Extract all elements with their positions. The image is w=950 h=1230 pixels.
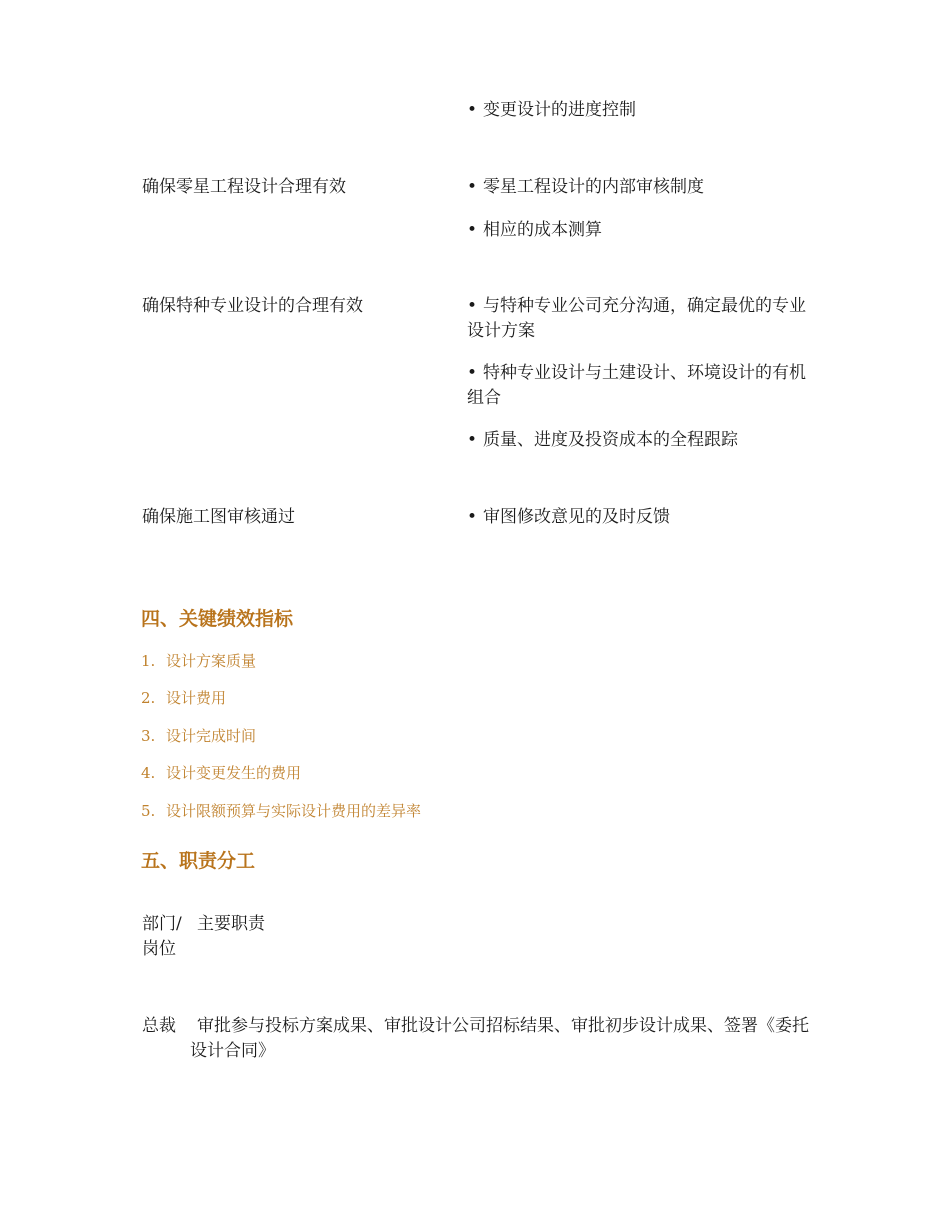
section-heading-kpi: 四、关键绩效指标: [141, 608, 294, 630]
bullet-icon: •: [467, 296, 478, 316]
table-cell-dept: 总裁: [142, 1016, 176, 1036]
measure-item: • 变更设计的进度控制: [467, 98, 812, 123]
bullet-icon: •: [467, 220, 478, 240]
section-heading-responsibilities: 五、职责分工: [141, 850, 256, 872]
measure-item: • 与特种专业公司充分沟通，确定最优的专业设计方案: [467, 296, 806, 341]
table-header-dept-line2: 岗位: [142, 939, 176, 959]
goal-label: 确保施工图审核通过: [142, 507, 295, 527]
table-cell-duty: 审批参与投标方案成果、审批设计公司招标结果、审批初步设计成果、签署《委托设计合同》: [190, 1016, 809, 1061]
kpi-item: 2. 设计费用: [141, 689, 227, 707]
goal-label: 确保零星工程设计合理有效: [142, 177, 346, 197]
goal-label: 确保特种专业设计的合理有效: [142, 296, 363, 316]
bullet-icon: •: [467, 177, 478, 197]
bullet-icon: •: [467, 430, 478, 450]
table-header-duty: 主要职责: [197, 914, 265, 934]
kpi-item: 3. 设计完成时间: [141, 727, 257, 745]
measure-item: • 特种专业设计与土建设计、环境设计的有机组合: [467, 363, 806, 408]
measure-item: • 质量、进度及投资成本的全程跟踪: [467, 428, 812, 453]
measure-item: • 零星工程设计的内部审核制度: [467, 175, 812, 200]
bullet-icon: •: [467, 363, 478, 383]
bullet-icon: •: [467, 507, 478, 527]
kpi-item: 4. 设计变更发生的费用: [141, 764, 302, 782]
bullet-icon: •: [467, 100, 478, 120]
measure-item: • 相应的成本测算: [467, 218, 812, 243]
table-header-dept: 部门/: [142, 914, 182, 934]
kpi-item: 1. 设计方案质量: [141, 652, 257, 670]
kpi-item: 5. 设计限额预算与实际设计费用的差异率: [141, 802, 422, 820]
measure-item: • 审图修改意见的及时反馈: [467, 505, 812, 530]
